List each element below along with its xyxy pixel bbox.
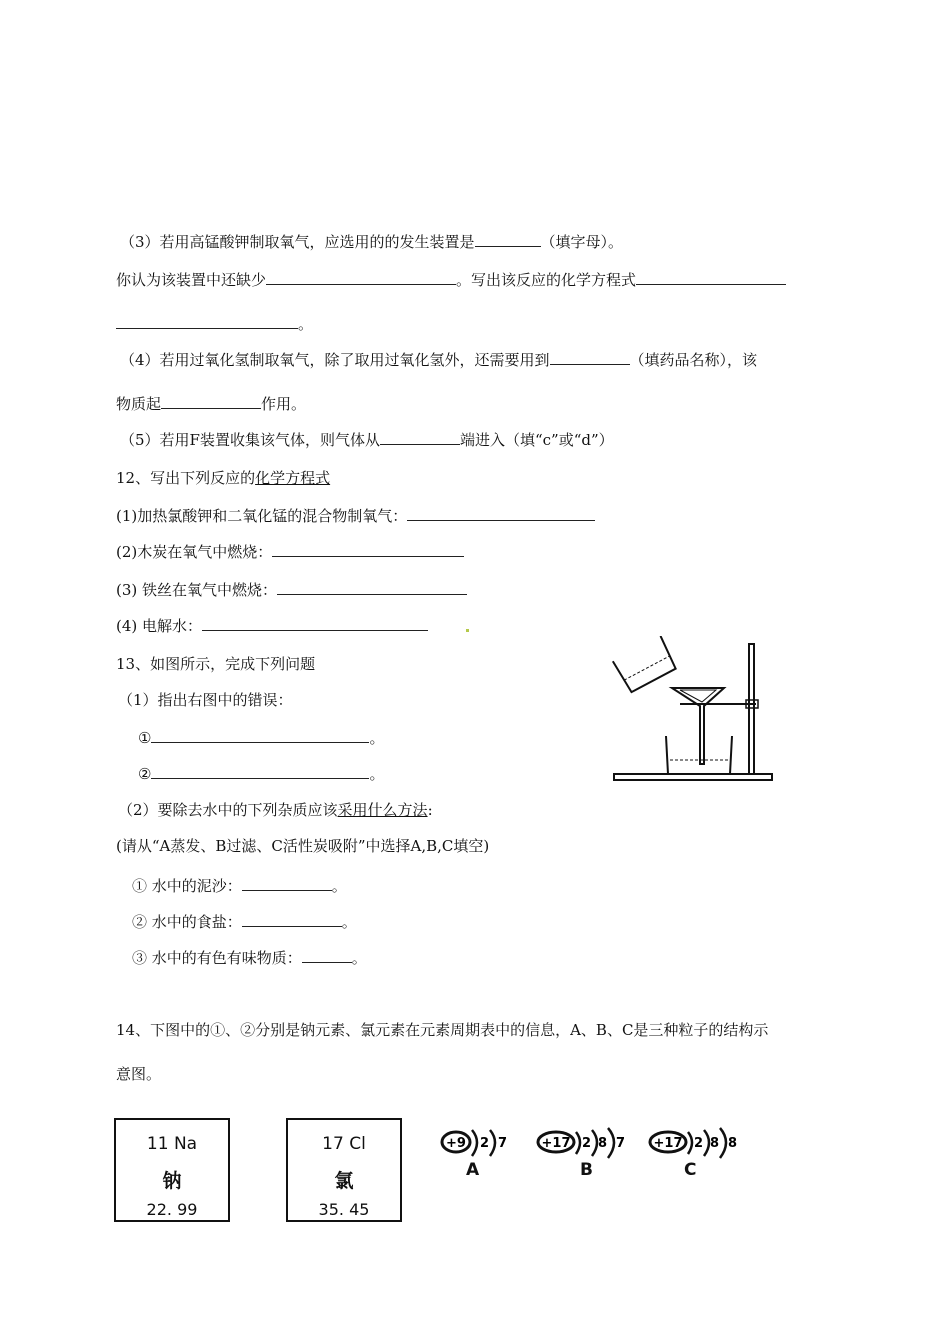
nucleus-charge: +9 (446, 1136, 466, 1151)
shell-electrons: 8 (710, 1136, 720, 1151)
q12-item-4-blank[interactable] (202, 616, 428, 631)
q13-sub-2-end: 。 (341, 913, 357, 931)
atom-label-b: B (580, 1160, 593, 1180)
element-mass: 22. 99 (146, 1200, 198, 1219)
q13-sub-1-text: ① 水中的泥沙： (132, 877, 242, 895)
q13-sub-1 (132, 876, 347, 896)
filtration-apparatus-figure (608, 636, 778, 786)
q12-item-1-text: (1)加热氯酸钾和二氧化锰的混合物制氧气： (116, 507, 408, 525)
q11-part4-line2 (116, 394, 306, 414)
element-symbol: 17 Cl (322, 1134, 366, 1154)
atom-structure-b (536, 1126, 636, 1160)
element-name: 钠 (162, 1170, 182, 1192)
q13-error-2-blank[interactable] (151, 764, 369, 779)
q12-item-4-text: (4) 电解水： (116, 617, 203, 635)
q11-part3-missing-label: 你认为该装置中还缺少 (116, 271, 267, 289)
q12-item-1-blank[interactable] (407, 506, 595, 521)
element-name: 氯 (334, 1170, 354, 1192)
element-card-chlorine (286, 1118, 402, 1222)
nucleus-charge: +17 (541, 1136, 571, 1151)
shell-electrons: 7 (616, 1136, 626, 1151)
shell-electrons: 8 (598, 1136, 608, 1151)
q12-item-3-blank[interactable] (277, 580, 467, 595)
q13-hint: (请从“A蒸发、B过滤、C活性炭吸附”中选择A,B,C填空) (116, 837, 490, 855)
atom-label-c: C (684, 1160, 697, 1180)
q11-part5-text-b: 端进入（填“c”或“d”） (459, 431, 614, 449)
pouring-beaker (613, 636, 678, 693)
q11-part3 (120, 232, 623, 252)
q14-line-2: 意图。 (116, 1065, 162, 1083)
nucleus-charge: +17 (653, 1136, 683, 1151)
q13-sub-3 (132, 948, 367, 968)
q11-part5 (120, 430, 614, 450)
q14-line-1: 14、下图中的①、②分别是钠元素、氯元素在元素周期表中的信息，A、B、C是三种粒子的结构示 (116, 1021, 769, 1039)
q13-part2 (118, 800, 433, 820)
element-symbol: 11 Na (146, 1134, 198, 1154)
q11-part4b-text-a: 物质起 (116, 395, 162, 413)
q12-item-1 (116, 506, 595, 526)
q13-sub-3-text: ③ 水中的有色有味物质： (132, 949, 302, 967)
q13-error-1-marker: ① (138, 729, 152, 747)
q11-missing-blank[interactable] (266, 270, 456, 285)
atom-structure-a (440, 1126, 520, 1160)
shell-electrons: 8 (728, 1136, 738, 1151)
q11-part3-text-b: （填字母）。 (540, 233, 624, 251)
q11-part4-text-a: （4）若用过氧化氢制取氧气，除了取用过氧化氢外，还需要用到 (120, 351, 550, 369)
q13-sub-1-end: 。 (331, 877, 347, 895)
q12-item-3-text: (3) 铁丝在氧气中燃烧： (116, 581, 278, 599)
shell-electrons: 2 (480, 1136, 490, 1151)
q11-part5-blank[interactable] (380, 430, 460, 445)
q11-part5-text-a: （5）若用F装置收集该气体，则气体从 (120, 431, 380, 449)
q13-part2-underlined: 采用什么方法 (337, 801, 428, 819)
q11-part3-blank[interactable] (475, 232, 541, 247)
q13-error-1-end: 。 (369, 729, 385, 747)
q13-error-1 (138, 728, 384, 748)
atom-label-a: A (466, 1160, 480, 1180)
q11-part4b-blank[interactable] (161, 394, 261, 409)
q11-part4b-text-b: 作用。 (261, 395, 307, 413)
q12-item-2 (116, 542, 464, 562)
q13-sub-2 (132, 912, 357, 932)
stand-rod (749, 644, 754, 774)
q13-sub-1-blank[interactable] (242, 876, 332, 891)
q12-item-2-blank[interactable] (272, 542, 464, 557)
shell-electrons: 7 (498, 1136, 508, 1151)
q12-item-2-text: (2)木炭在氧气中燃烧： (116, 543, 273, 561)
q11-equation-blank[interactable] (636, 270, 786, 285)
q12-title-underlined: 化学方程式 (255, 469, 331, 487)
q11-part4-blank[interactable] (550, 350, 630, 365)
element-card-sodium (114, 1118, 230, 1222)
q13-sub-2-text: ② 水中的食盐： (132, 913, 242, 931)
shell-electrons: 2 (694, 1136, 704, 1151)
q12-item-3 (116, 580, 467, 600)
q13-title: 13、如图所示，完成下列问题 (116, 655, 316, 673)
q13-sub-2-blank[interactable] (242, 912, 342, 927)
q11-part4 (120, 350, 757, 370)
q13-part2-prefix: （2）要除去水中的下列杂质应该 (118, 801, 338, 819)
q12-title-prefix: 12、写出下列反应的 (116, 469, 256, 487)
q11-part4-text-b: （填药品名称），该 (629, 351, 758, 369)
q12-item-4 (116, 616, 428, 636)
q11-part3-line2 (116, 270, 786, 290)
q11-equation-blank-cont[interactable] (116, 314, 298, 329)
element-mass: 35. 45 (318, 1200, 370, 1219)
atom-structure-c (648, 1126, 748, 1160)
q13-sub-3-blank[interactable] (302, 948, 352, 963)
q11-part3-text-a: （3）若用高锰酸钾制取氧气，应选用的的发生装置是 (120, 233, 475, 251)
q13-error-2-marker: ② (138, 765, 152, 783)
q13-error-2-end: 。 (369, 765, 385, 783)
q13-error-2 (138, 764, 384, 784)
stray-dot (466, 629, 469, 632)
q11-part3-line3 (116, 314, 313, 334)
q13-part1: （1）指出右图中的错误： (118, 691, 293, 709)
q11-equation-end: 。 (298, 315, 314, 333)
q13-error-1-blank[interactable] (151, 728, 369, 743)
shell-electrons: 2 (582, 1136, 592, 1151)
q12-title (116, 468, 330, 488)
q13-sub-3-end: 。 (351, 949, 367, 967)
q11-equation-label: 。写出该反应的化学方程式 (456, 271, 637, 289)
q13-part2-suffix: : (427, 801, 433, 819)
